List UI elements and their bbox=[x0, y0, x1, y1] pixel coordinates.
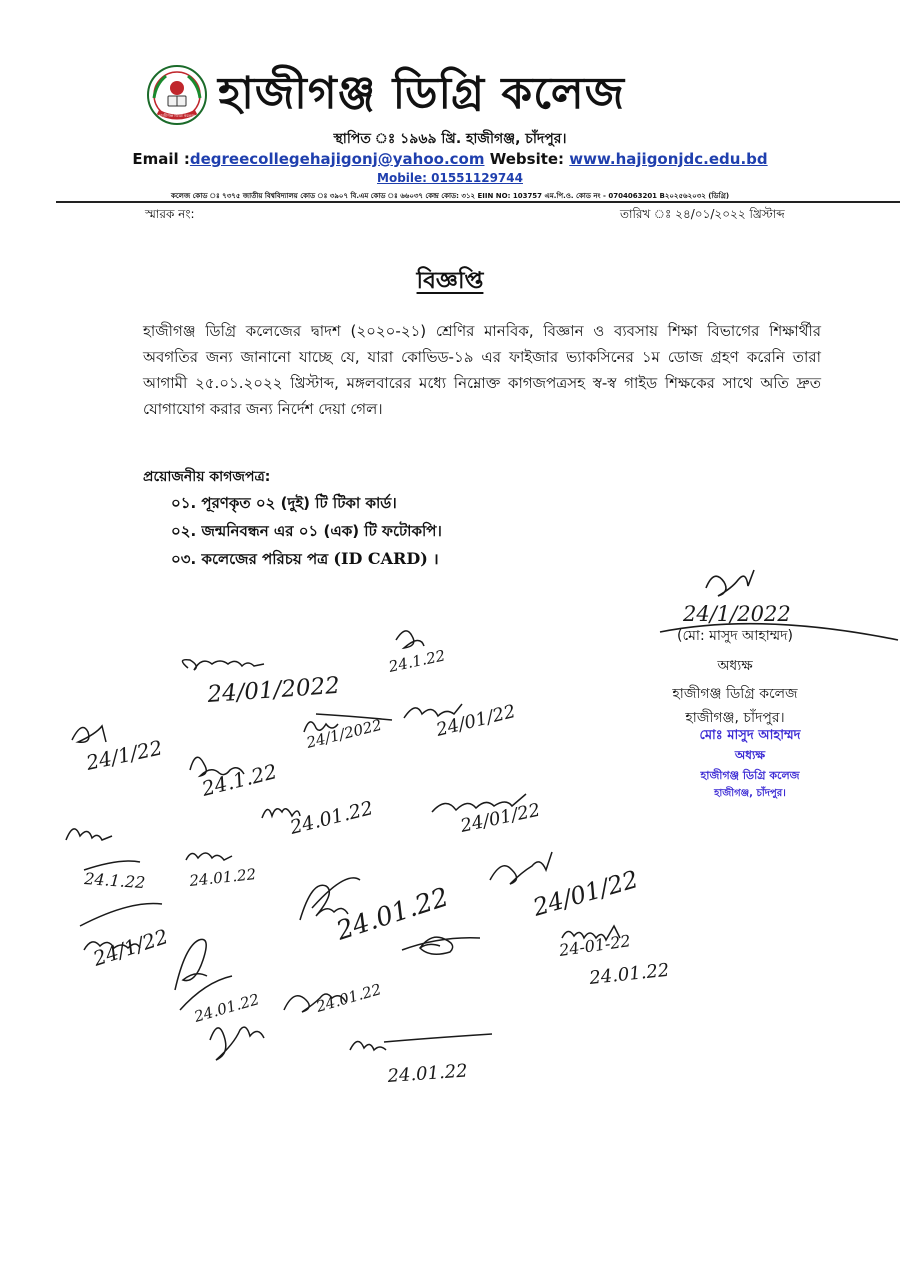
stamp-college: হাজীগঞ্জ ডিগ্রি কলেজ bbox=[700, 769, 800, 782]
principal-college: হাজীগঞ্জ ডিগ্রি কলেজ bbox=[672, 686, 798, 702]
signature-date: 24.01.22 bbox=[314, 980, 384, 1016]
teacher-signature-dates bbox=[83, 646, 671, 1087]
signature-date: 24.01.22 bbox=[192, 990, 262, 1026]
principal-signature bbox=[660, 570, 898, 640]
principal-signed-date: 24/1/2022 bbox=[683, 602, 791, 626]
notice-title: বিজ্ঞপ্তি bbox=[416, 268, 484, 294]
email-label: Email : bbox=[132, 150, 190, 168]
website-label: Website: bbox=[489, 150, 565, 168]
signature-date: 24/01/2022 bbox=[206, 672, 341, 708]
signature-date: 24.1.22 bbox=[387, 646, 447, 676]
requirement-number: ০২. bbox=[171, 522, 197, 540]
stamp-name: মোঃ মাসুদ আহাম্মদ bbox=[699, 728, 801, 743]
principal-address: হাজীগঞ্জ, চাঁদপুর। bbox=[685, 710, 785, 726]
signature-date: 24/01/22 bbox=[458, 799, 543, 837]
mobile-number: Mobile: 01551129744 bbox=[377, 171, 523, 185]
notice-body: হাজীগঞ্জ ডিগ্রি কলেজের দ্বাদশ (২০২০-২১) শ্রেণির মানবিক, বিজ্ঞান ও ব্যবসায় শিক্ষা বিভাগের শিক্ষার্থীর অবগতির জন্য জানানো যাচ্ছে যে, যারা কোভিড-১৯ এর ফাইজার ভ্যাকসিনের ১ম ডোজ গ্রহণ করেনি তারা আগামী ২৫.০১.২০২২ খ্রিস্টাব্দ, মঙ্গলবারের মধ্যে নিম্নোক্ত কাগজপত্রসহ স্ব-স্ব গাইড শিক্ষকের সাথে অতি দ্রুত যোগাযোগ করার জন্য নির্দেশ দেয়া গেল। bbox=[143, 322, 821, 418]
id-card-label: (ID CARD) bbox=[333, 549, 428, 568]
signature-date: 24.1.22 bbox=[199, 759, 280, 801]
signature-date: 24/1/22 bbox=[90, 924, 171, 971]
stamp-designation: অধ্যক্ষ bbox=[734, 748, 766, 762]
requirement-text: জন্মনিবন্ধন এর ০১ (এক) টি ফটোকপি। bbox=[201, 522, 442, 540]
principal-name: (মো: মাসুদ আহাম্মদ) bbox=[677, 628, 793, 644]
email-link[interactable]: degreecollegehajigonj@yahoo.com bbox=[189, 150, 485, 168]
requirement-end: । bbox=[427, 550, 439, 568]
signature-date: 24.01.22 bbox=[588, 959, 671, 989]
signature-date: 24.01.22 bbox=[188, 865, 257, 890]
college-title: হাজীগঞ্জ ডিগ্রি কলেজ bbox=[218, 68, 626, 119]
requirement-number: ০৩. bbox=[171, 550, 197, 568]
signature-date: 24/1/22 bbox=[84, 735, 165, 775]
requirement-text: পূরণকৃত ০২ (দুই) টি টিকা কার্ড। bbox=[201, 494, 397, 512]
signature-date: 24.1.22 bbox=[83, 869, 146, 893]
reference-number: স্মারক নং: bbox=[145, 207, 195, 221]
requirement-number: ০১. bbox=[171, 494, 197, 512]
requirement-text: কলেজের পরিচয় পত্র bbox=[201, 550, 329, 568]
signature-date: 24/01/22 bbox=[529, 865, 642, 922]
requirements-heading: প্রয়োজনীয় কাগজপত্র: bbox=[143, 469, 271, 485]
institution-codes: কলেজ কোড ঃ ৭৩৭৫ জাতীয় বিশ্ববিদ্যালয় কোড ঃ ৩৯০৭ বি.এম কোড ঃ ৬৬০৩৭ কেন্দ্র কোড: ৩১২ EIIN NO: 103757 এম.পি.ও. কোড নং - 0704063201 B২০২৫৬২০৩২ (ডিগ্রি) bbox=[170, 192, 730, 200]
signature-date: 24.01.22 bbox=[386, 1060, 469, 1087]
signature-date: 24.01.22 bbox=[287, 797, 376, 839]
logo-caption: হাজীগঞ্জ ডিগ্রি কলেজ bbox=[159, 113, 195, 118]
website-link[interactable]: www.hajigonjdc.edu.bd bbox=[569, 150, 768, 168]
signature-date: 24-01-22 bbox=[557, 931, 632, 960]
founded-line: স্থাপিত ঃ ১৯৬৯ খ্রি. হাজীগঞ্জ, চাঁদপুর। bbox=[333, 131, 567, 147]
signature-date: 24/01/22 bbox=[434, 700, 518, 741]
signature-date: 24/1/2022 bbox=[304, 715, 384, 752]
stamp-address: হাজীগঞ্জ, চাঁদপুর। bbox=[714, 788, 786, 799]
signature-date: 24.01.22 bbox=[332, 882, 453, 947]
notice-date: তারিখ ঃ ২৪/০১/২০২২ খ্রিস্টাব্দ bbox=[620, 207, 785, 221]
principal-designation: অধ্যক্ষ bbox=[717, 658, 753, 674]
